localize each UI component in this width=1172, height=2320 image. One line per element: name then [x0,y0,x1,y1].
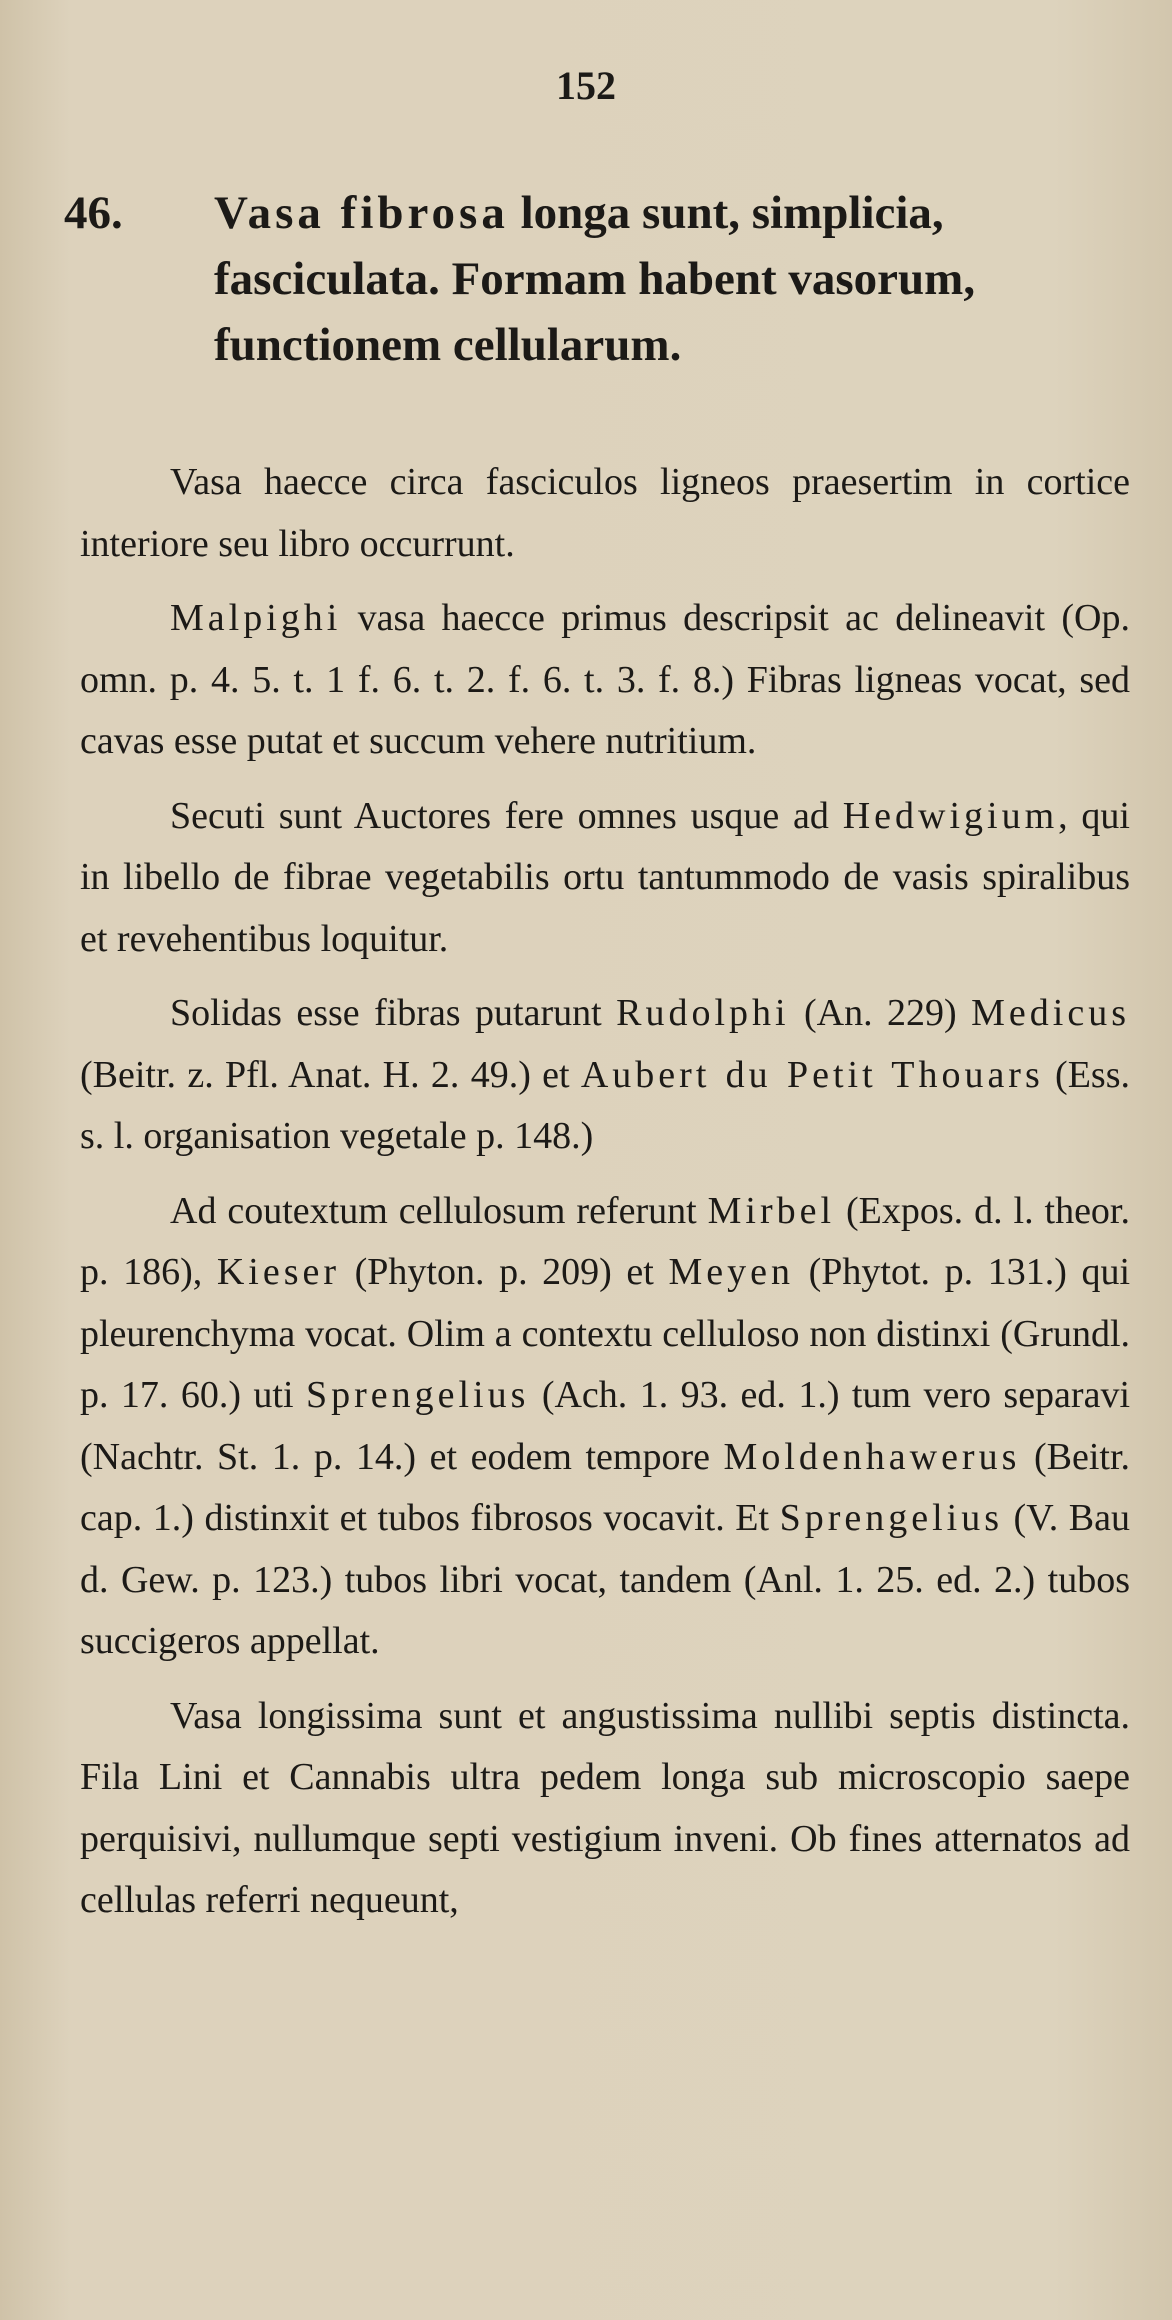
author-name: Rudolphi [616,992,790,1034]
text-run: Vasa longissima sunt et angustissima nullibi septis distincta. Fila Lini et Cannabis ultra pedem longa sub microscopio saepe perquisivi, nullumque septi vestigium inveni. Ob fines atternatos ad cellulas referri nequeunt, [80,1694,1130,1921]
text-run: (Expos. d. l. theor. p. 186), [80,1189,1130,1293]
section-number: 46. [64,187,123,239]
text-run: (Beitr. z. Pfl. Anat. H. 2. 49.) et [80,1053,581,1096]
author-name: Sprengelius [779,1497,1004,1539]
text-run: Solidas esse fibras putarunt [170,992,617,1034]
text-run: (Phytot. p. 131.) qui pleurenchyma vocat. Olim a contextu celluloso non distinxi (Grundl. p. 17. 60.) uti [80,1251,1131,1416]
author-name: Malpighi [170,597,342,639]
author-name: Hedwigium [842,794,1059,837]
text-run: Ad coutextum cellulosum referunt [170,1189,708,1232]
text-run: (An. 229) [789,992,972,1034]
section-title [214,180,1124,378]
author-name: Sprengelius [305,1374,530,1416]
author-name: Moldenhawerus [723,1435,1021,1478]
author-name: Kieser [216,1251,341,1293]
section-title-rest: longa sunt, simplicia, fasciculata. Formam habent vasorum, functionem cellularum. [214,187,976,371]
page-number: 152 [556,63,616,108]
body-text [80,452,1130,1945]
text-run: , qui in libello de fibrae vegetabilis ortu tantummodo de vasis spiralibus et revehentibus loquitur. [80,794,1130,960]
author-name: Mirbel [707,1189,836,1232]
section-heading [64,180,1124,378]
text-run: (Ess. s. l. organisation vegetale p. 148.) [80,1053,1130,1157]
text-run: Vasa haecce circa fasciculos ligneos praesertim in cortice interiore seu libro occurrunt. [80,461,1130,565]
text-run: vasa haecce primus descripsit ac delineavit (Op. omn. p. 4. 5. t. 1 f. 6. t. 2. f. 6. t. 3. f. 8.) Fibras ligneas vocat, sed cavas esse putat et succum vehere nutritium. [80,597,1130,762]
text-run: (Ach. 1. 93. ed. 1.) tum vero separavi (Nachtr. St. 1. p. 14.) et eodem tempore [80,1374,1130,1478]
paragraph [80,588,1130,773]
paragraph [80,983,1130,1168]
paragraph [80,1181,1130,1673]
text-run: (Beitr. cap. 1.) distinxit et tubos fibrosos vocavit. Et [80,1435,1130,1539]
paragraph [80,786,1130,971]
author-name: Medicus [971,992,1130,1034]
paragraph [80,452,1130,575]
author-name: Aubert du Petit Thouars [580,1053,1044,1096]
text-run: Secuti sunt Auctores fere omnes usque ad [170,794,843,837]
section-title-lead: Vasa fibrosa [214,187,509,239]
text-run: (V. Bau d. Gew. p. 123.) tubos libri vocat, tandem (Anl. 1. 25. ed. 2.) tubos succigeros appellat. [80,1497,1130,1662]
author-name: Meyen [668,1251,794,1293]
text-run: (Phyton. p. 209) et [340,1251,669,1293]
paragraph [80,1686,1130,1932]
